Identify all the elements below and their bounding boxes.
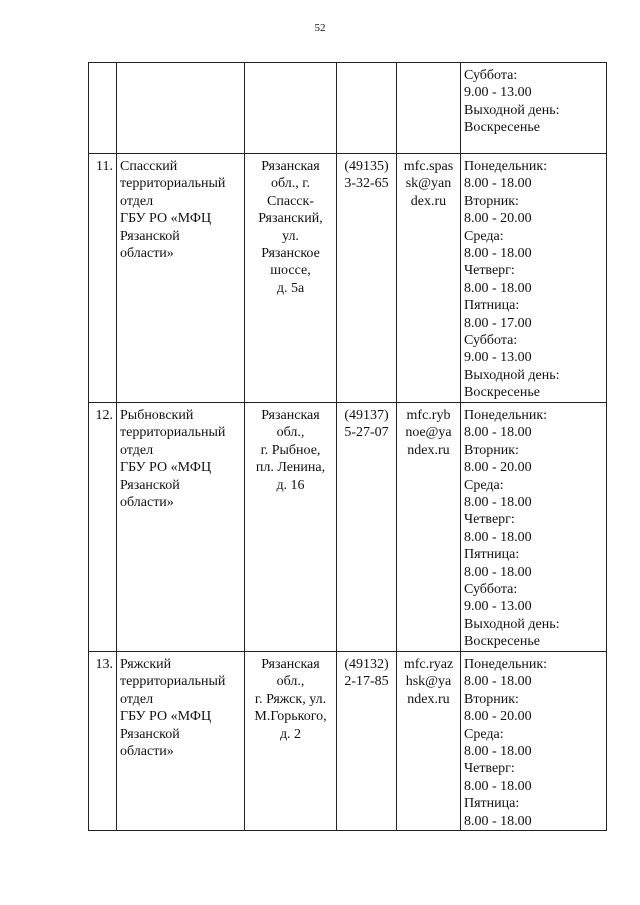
office-phone-cell	[337, 652, 397, 831]
office-email-line: noe@ya	[405, 425, 452, 441]
office-address-line: пл. Ленина,	[255, 460, 326, 476]
table-row	[89, 403, 607, 652]
office-email-cell	[397, 403, 461, 652]
office-hours-line: Вторник:	[464, 691, 519, 707]
office-hours-line: Выходной день:	[464, 367, 560, 383]
office-name-cell	[117, 403, 245, 652]
row-number-cell: 13.	[89, 652, 117, 831]
office-hours-line: 8.00 - 18.00	[464, 674, 532, 690]
office-hours-line: 9.00 - 13.00	[464, 350, 532, 366]
office-hours-cell	[461, 652, 607, 831]
office-hours-line: Четверг:	[464, 512, 515, 528]
office-name-line: области»	[120, 744, 174, 760]
office-hours-line: Вторник:	[464, 442, 519, 458]
office-hours-line: 8.00 - 18.00	[464, 813, 532, 829]
table-row	[89, 154, 607, 403]
office-hours-line: 8.00 - 18.00	[464, 246, 532, 262]
office-name-cell	[117, 652, 245, 831]
office-email-line: mfc.spas	[403, 159, 454, 174]
office-name-line: области»	[120, 495, 174, 511]
office-name-line: отдел	[120, 442, 154, 458]
office-address-line: г. Ряжск, ул.	[254, 691, 327, 707]
office-hours-line: 8.00 - 18.00	[464, 778, 532, 794]
office-address-cell	[245, 63, 337, 154]
office-hours-line: Понедельник:	[464, 159, 548, 174]
office-hours-line: Суббота:	[464, 68, 518, 83]
office-hours-line: Суббота:	[464, 582, 518, 598]
office-email-line: sk@yan	[405, 176, 452, 192]
office-address-line: д. 5а	[276, 280, 305, 296]
office-email-line: mfc.ryb	[406, 408, 451, 423]
office-email-line: ndex.ru	[407, 691, 450, 707]
table-row	[89, 652, 607, 831]
office-address-line: обл.,	[276, 674, 305, 690]
row-number-cell: 11.	[89, 154, 117, 403]
table-row	[89, 63, 607, 154]
office-phone-cell	[337, 154, 397, 403]
office-hours-line: 9.00 - 13.00	[464, 85, 532, 101]
office-address-line: обл.,	[276, 425, 305, 441]
office-name-line: ГБУ РО «МФЦ	[120, 460, 212, 476]
office-address-line: Рязанская	[261, 159, 320, 174]
office-hours-line: 8.00 - 20.00	[464, 460, 532, 476]
office-hours-line: Понедельник:	[464, 657, 548, 672]
office-name-line: территориальный	[120, 425, 226, 441]
office-hours-line: Среда:	[464, 726, 504, 742]
office-name-line: территориальный	[120, 674, 226, 690]
office-phone-line: (49135)	[344, 159, 389, 174]
row-number-cell: 12.	[89, 403, 117, 652]
mfc-offices-table	[88, 62, 607, 831]
office-name-line: Рязанской	[120, 228, 180, 244]
office-name-line: отдел	[120, 193, 154, 209]
office-hours-line: 8.00 - 20.00	[464, 709, 532, 725]
office-address-cell	[245, 403, 337, 652]
office-name-line: Ряжский	[120, 657, 172, 672]
office-email-cell	[397, 652, 461, 831]
office-hours-cell	[461, 403, 607, 652]
office-name-line: отдел	[120, 691, 154, 707]
office-email-line: hsk@ya	[405, 674, 452, 690]
office-hours-line: Пятница:	[464, 547, 520, 563]
office-name-line: Рыбновский	[120, 408, 194, 423]
office-hours-line: 8.00 - 18.00	[464, 495, 532, 511]
office-name-line: области»	[120, 246, 174, 262]
office-hours-line: 9.00 - 13.00	[464, 599, 532, 615]
office-hours-line: 8.00 - 17.00	[464, 315, 532, 331]
office-address-line: Спасск-	[267, 193, 314, 209]
office-address-line: Рязанская	[261, 657, 320, 672]
page-number: 52	[314, 22, 326, 34]
office-address-line: д. 16	[276, 477, 305, 493]
office-hours-line: Суббота:	[464, 333, 518, 349]
office-hours-line: 8.00 - 18.00	[464, 280, 532, 296]
office-name-cell	[117, 63, 245, 154]
office-phone-line: 3-32-65	[344, 176, 389, 192]
office-address-line: М.Горького,	[254, 709, 327, 725]
office-name-line: территориальный	[120, 176, 226, 192]
office-name-line: ГБУ РО «МФЦ	[120, 211, 212, 227]
office-hours-cell	[461, 63, 607, 154]
office-address-line: д. 2	[279, 726, 302, 742]
office-hours-line: Четверг:	[464, 761, 515, 777]
office-phone-line: (49132)	[344, 657, 389, 672]
office-hours-line: Среда:	[464, 477, 504, 493]
office-hours-line: Четверг:	[464, 263, 515, 279]
office-address-line: Рязанское	[261, 246, 320, 262]
office-hours-line: Пятница:	[464, 298, 520, 314]
office-email-line: dex.ru	[410, 193, 447, 209]
office-hours-line: Воскресенье	[464, 634, 540, 650]
office-phone-line: 2-17-85	[344, 674, 389, 690]
office-address-line: Рязанская	[261, 408, 320, 423]
office-hours-line: 8.00 - 18.00	[464, 564, 532, 580]
office-hours-line: 8.00 - 18.00	[464, 529, 532, 545]
office-hours-line: 8.00 - 18.00	[464, 176, 532, 192]
office-name-line: Рязанской	[120, 477, 180, 493]
office-address-line: обл., г.	[271, 176, 310, 192]
office-email-line: ndex.ru	[407, 442, 450, 458]
office-name-line: Спасский	[120, 159, 178, 174]
office-name-line: ГБУ РО «МФЦ	[120, 709, 212, 725]
office-hours-line: Понедельник:	[464, 408, 548, 423]
office-address-line: г. Рыбное,	[260, 442, 321, 458]
office-hours-line: Выходной день:	[464, 102, 560, 118]
office-email-cell	[397, 63, 461, 154]
office-address-cell	[245, 154, 337, 403]
office-hours-line: Выходной день:	[464, 616, 560, 632]
office-address-line: ул.	[282, 228, 299, 244]
office-hours-line: Воскресенье	[464, 385, 540, 401]
office-hours-line: Вторник:	[464, 193, 519, 209]
office-email-cell	[397, 154, 461, 403]
office-address-line: Рязанский,	[258, 211, 323, 227]
office-phone-line: 5-27-07	[344, 425, 389, 441]
office-hours-cell	[461, 154, 607, 403]
row-number-cell	[89, 63, 117, 154]
office-phone-line: (49137)	[344, 408, 389, 423]
office-email-line: mfc.ryaz	[403, 657, 454, 672]
office-hours-line: Пятница:	[464, 796, 520, 812]
office-phone-cell	[337, 403, 397, 652]
office-hours-line: Среда:	[464, 228, 504, 244]
office-phone-cell	[337, 63, 397, 154]
office-address-cell	[245, 652, 337, 831]
office-hours-line: 8.00 - 20.00	[464, 211, 532, 227]
office-hours-line: Воскресенье	[464, 120, 540, 136]
office-hours-line: 8.00 - 18.00	[464, 425, 532, 441]
office-hours-line: 8.00 - 18.00	[464, 744, 532, 760]
office-name-cell	[117, 154, 245, 403]
office-name-line: Рязанской	[120, 726, 180, 742]
office-address-line: шоссе,	[270, 263, 311, 279]
